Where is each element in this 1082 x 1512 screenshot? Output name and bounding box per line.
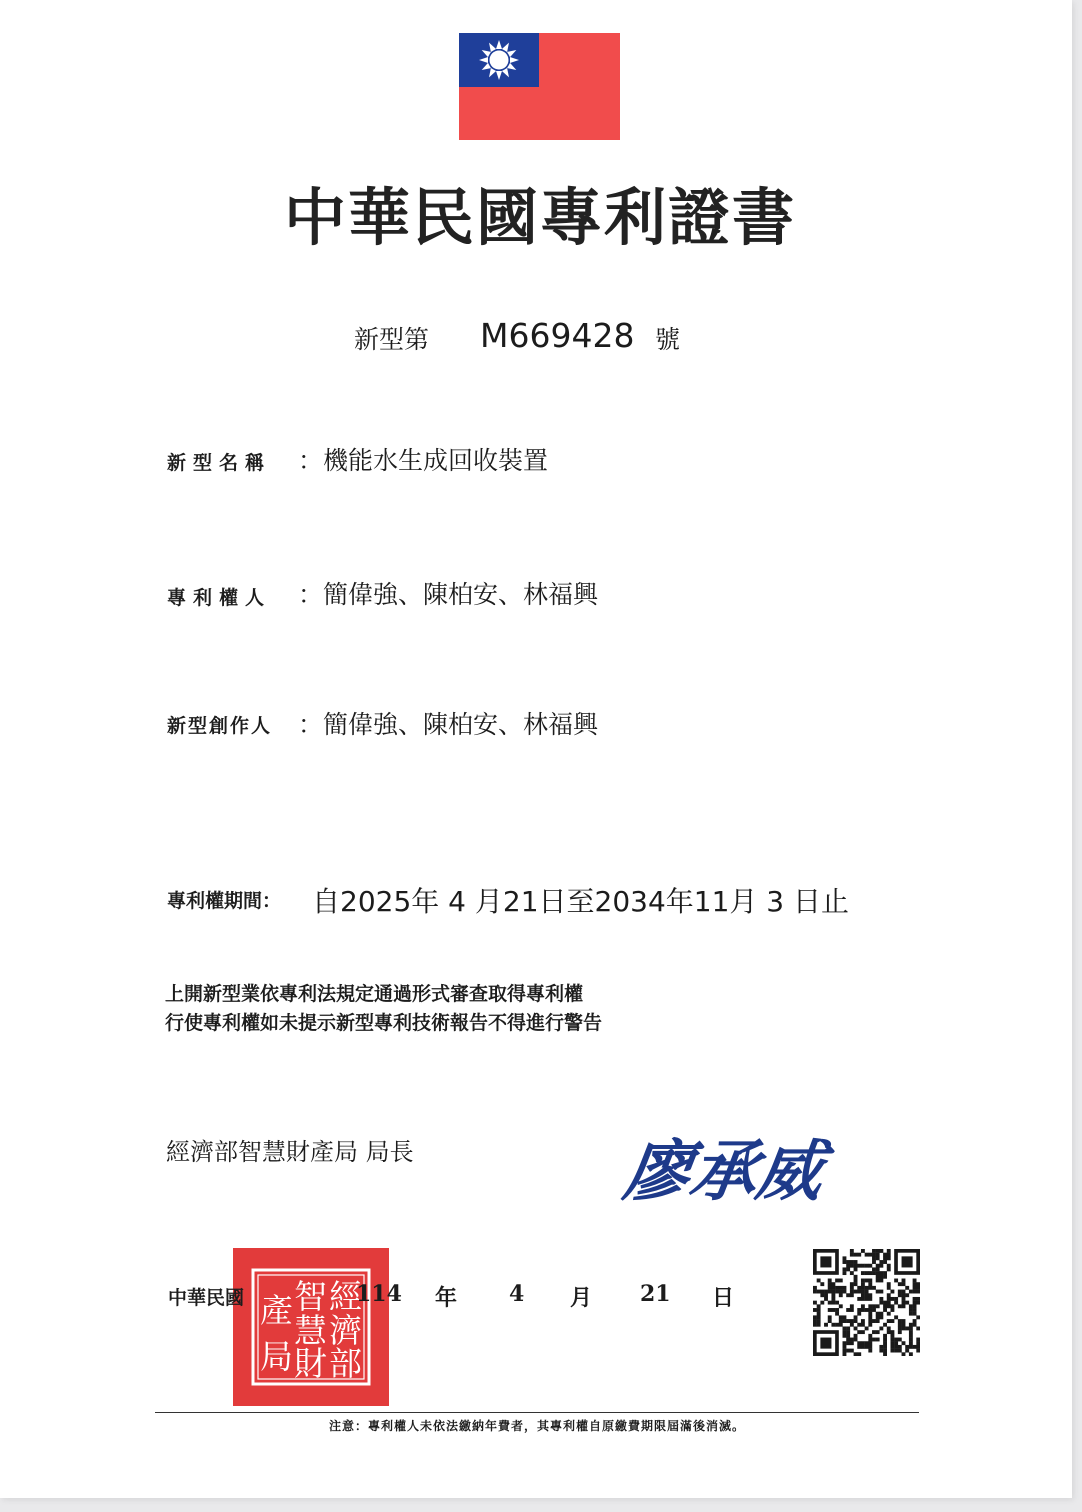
patent-number-prefix: 新型第 — [354, 325, 430, 354]
patent-number: M669428 — [480, 316, 635, 355]
field-label-name: 新型名稱 — [167, 452, 272, 474]
field-label-creator: 新型創作人 — [167, 715, 273, 737]
patent-number-suffix: 號 — [655, 325, 681, 354]
period-label: 專利權期間： — [167, 890, 282, 912]
notice-line-1: 上開新型業依專利法規定通過形式審查取得專利權 — [165, 983, 584, 1005]
field-value-owner: ：簡偉強、陳柏安、林福興 — [298, 580, 599, 609]
official-seal — [233, 1248, 389, 1406]
issue-date-day: 21 — [640, 1281, 671, 1307]
qr-code — [813, 1249, 920, 1356]
svg-text:部: 部 — [329, 1344, 362, 1383]
svg-text:慧: 慧 — [294, 1311, 327, 1350]
field-label-owner: 專利權人 — [167, 587, 272, 609]
footnote: 注意：專利權人未依法繳納年費者，其專利權自原繳費期限屆滿後消滅。 — [328, 1419, 745, 1433]
svg-text:局: 局 — [260, 1337, 293, 1376]
svg-text:經: 經 — [329, 1277, 362, 1316]
issue-date-year-unit: 年 — [435, 1285, 458, 1311]
svg-text:智: 智 — [294, 1277, 327, 1316]
certificate-title: 中華民國專利證書 — [283, 181, 796, 254]
svg-text:濟: 濟 — [329, 1311, 362, 1350]
issuing-authority: 經濟部智慧財產局 局長 — [166, 1138, 414, 1166]
director-signature — [610, 1128, 850, 1210]
footer-divider — [155, 1412, 919, 1413]
issue-date-month-unit: 月 — [570, 1285, 593, 1311]
issue-date-year: 114 — [356, 1281, 402, 1307]
svg-text:產: 產 — [260, 1291, 293, 1330]
svg-text:財: 財 — [294, 1344, 327, 1383]
period-value: 自2025年 4 月21日至2034年11月 3 日止 — [312, 885, 850, 918]
flag-emblem — [459, 33, 620, 140]
issue-date-month: 4 — [509, 1281, 525, 1307]
issue-date-day-unit: 日 — [712, 1285, 735, 1311]
field-value-creator: ：簡偉強、陳柏安、林福興 — [298, 710, 599, 739]
notice-line-2: 行使專利權如未提示新型專利技術報告不得進行警告 — [165, 1012, 603, 1034]
issue-date-era: 中華民國 — [168, 1287, 245, 1309]
signature-text: 廖承威 — [619, 1132, 829, 1210]
field-value-name: ：機能水生成回收裝置 — [298, 446, 549, 475]
